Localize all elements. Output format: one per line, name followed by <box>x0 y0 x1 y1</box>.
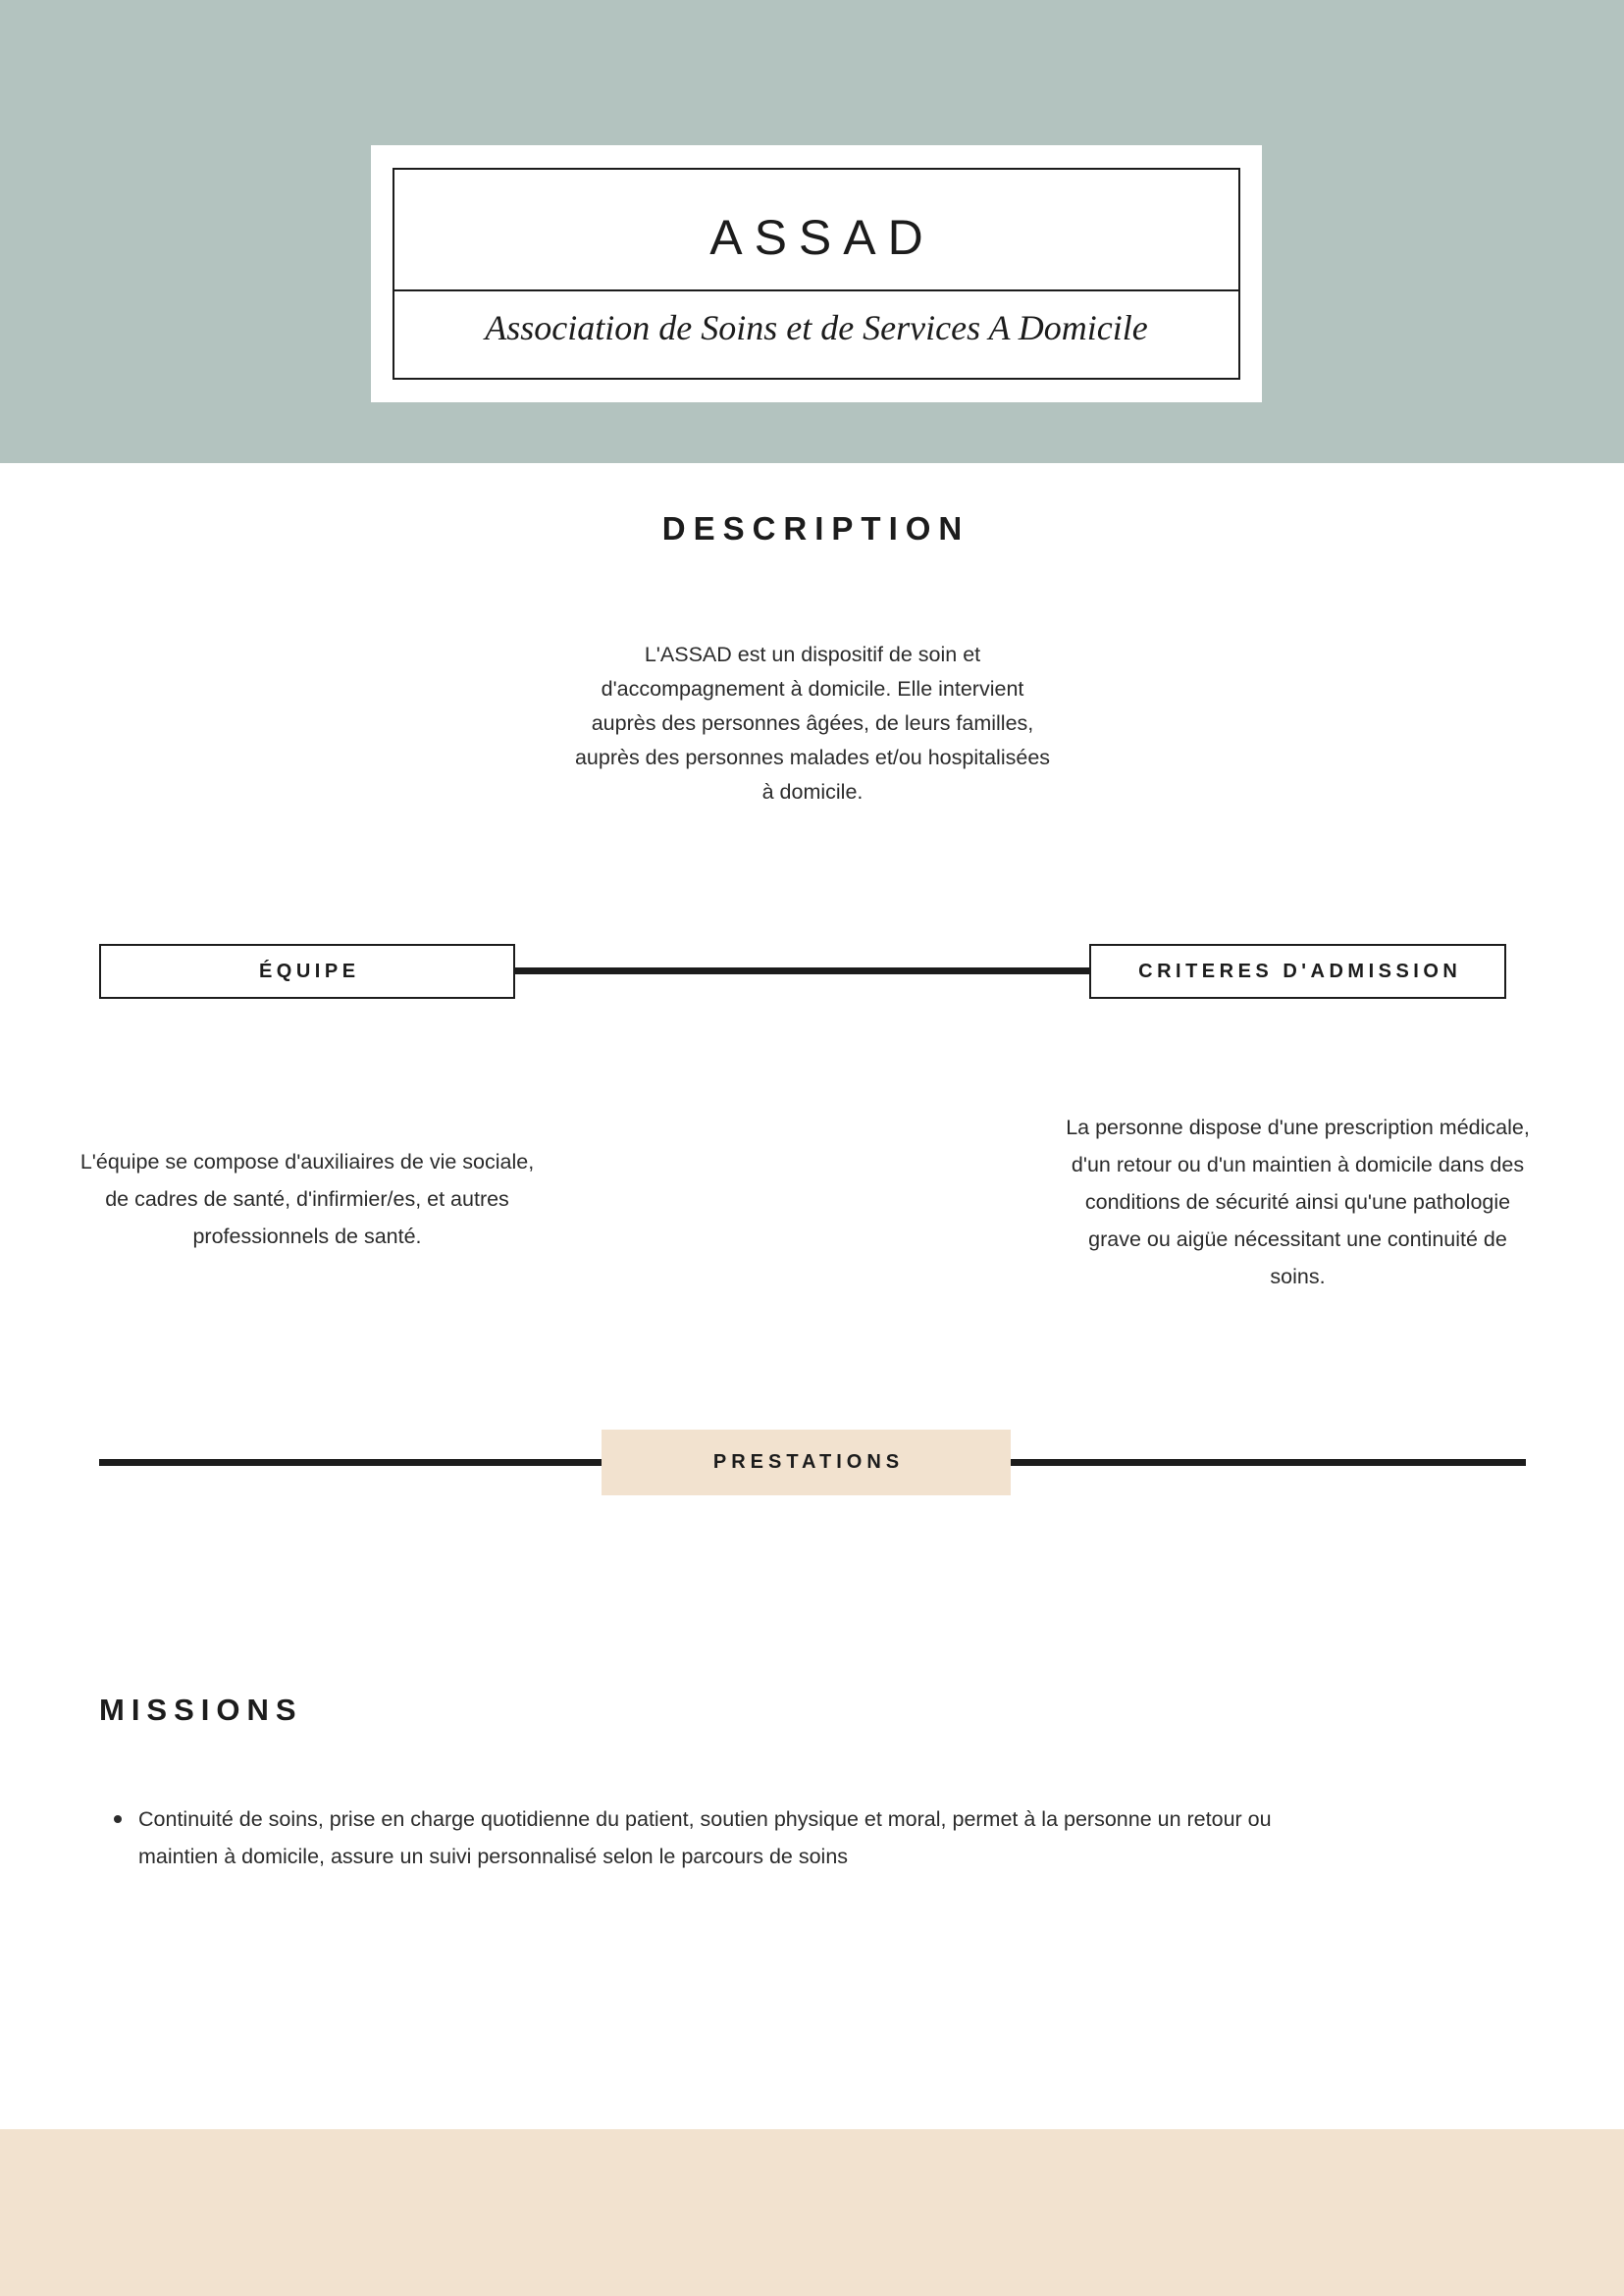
description-heading: DESCRIPTION <box>661 510 970 547</box>
description-body: L'ASSAD est un dispositif de soin et d'accompagnement à domicile. Elle intervient auprès des personnes âgées, de leurs familles, auprès des personnes malades et/ou hospitalisées à domicile. <box>574 643 1051 804</box>
prestations-rule-left <box>99 1459 602 1466</box>
equipe-label-box: ÉQUIPE <box>99 944 515 999</box>
header-band <box>0 0 1624 463</box>
organization-full-name: Association de Soins et de Services A Domicile <box>485 308 1148 347</box>
missions-heading: MISSIONS <box>99 1693 303 1727</box>
logo-divider <box>394 289 1238 291</box>
criteres-admission-body-text: La personne dispose d'une prescription médicale, d'un retour ou d'un maintien à domicile dans des conditions de sécurité ainsi qu'une pathologie grave ou aigüe nécessitant une continuité de soins. <box>1066 1116 1530 1288</box>
criteres-admission-label-box: CRITERES D'ADMISSION <box>1089 944 1506 999</box>
footer-band <box>0 2129 1624 2296</box>
list-item: Continuité de soins, prise en charge quotidienne du patient, soutien physique et moral, permet à la personne un retour ou maintien à domicile, assure un suivi personnalisé selon le parcours de soins <box>138 1800 1345 1875</box>
columns-connector-line <box>515 967 1089 974</box>
equipe-body-text: L'équipe se compose d'auxiliaires de vie sociale, de cadres de santé, d'infirmier/es, et autres professionnels de santé. <box>79 1150 535 1248</box>
logo-frame-inner <box>393 168 1240 380</box>
prestations-rule-right <box>1011 1459 1526 1466</box>
prestations-label-box: PRESTATIONS <box>602 1430 1011 1495</box>
logo-frame-outer <box>371 145 1262 402</box>
missions-list <box>99 1800 1345 1875</box>
organization-acronym: ASSAD <box>709 210 935 265</box>
